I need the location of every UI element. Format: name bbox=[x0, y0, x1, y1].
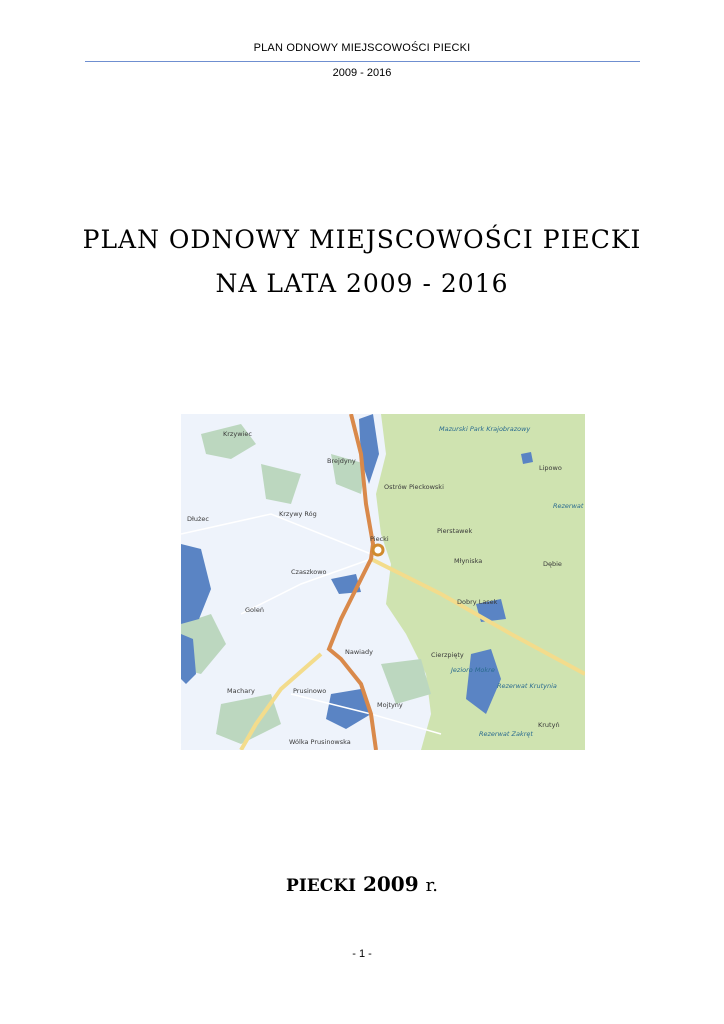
map-label-pierstawek: Pierstawek bbox=[437, 527, 473, 535]
map-label-dluzec: Dłużec bbox=[187, 515, 209, 523]
map-label-mlyniska: Młyniska bbox=[454, 557, 483, 565]
map-label-krutyn: Krutyń bbox=[538, 721, 560, 729]
map-label-golen: Goleń bbox=[245, 606, 264, 614]
document-title-line-2: NA LATA 2009 - 2016 bbox=[215, 269, 509, 298]
document-title-line-1: PLAN ODNOWY MIEJSCOWOŚCI PIECKI bbox=[82, 225, 642, 254]
piecki-location-marker bbox=[373, 545, 383, 555]
document-title bbox=[0, 218, 724, 306]
map-label-czaszkowo: Czaszkowo bbox=[291, 568, 327, 576]
map-label-krzywiec: Krzywiec bbox=[223, 430, 252, 438]
running-header-title: PLAN ODNOWY MIEJSCOWOŚCI PIECKI bbox=[253, 42, 471, 54]
place-and-year bbox=[0, 872, 724, 896]
year-suffix: r. bbox=[425, 875, 438, 896]
map-label-cierzpiety: Cierzpięty bbox=[431, 651, 464, 659]
header-divider bbox=[85, 61, 640, 62]
map-label-prusinowo: Prusinowo bbox=[293, 687, 327, 695]
map-label-piecki: Piecki bbox=[370, 535, 389, 543]
map-label-wolka: Wólka Prusinowska bbox=[289, 738, 351, 746]
map-label-rezerwat: Rezerwat bbox=[553, 502, 584, 510]
map-label-krzywy-rog: Krzywy Róg bbox=[279, 510, 317, 518]
map-label-jezioro-mokre: Jezioro Mokre bbox=[451, 666, 495, 674]
location-map bbox=[181, 414, 585, 750]
lake bbox=[521, 452, 533, 464]
map-label-rezerwat-zakret: Rezerwat Zakręt bbox=[479, 730, 533, 738]
running-header-years: 2009 - 2016 bbox=[332, 67, 392, 79]
map-label-mojtyny: Mojtyny bbox=[377, 701, 403, 709]
map-label-machary: Machary bbox=[227, 687, 255, 695]
map-label-park: Mazurski Park Krajobrazowy bbox=[439, 425, 531, 433]
map-label-rezerwat-krutynia: Rezerwat Krutynia bbox=[497, 682, 557, 690]
year: 2009 bbox=[362, 872, 419, 896]
place-name: PIECKI bbox=[286, 876, 356, 896]
map-label-nawiady: Nawiady bbox=[345, 648, 373, 656]
map-label-dobry-lasek: Dobry Lasek bbox=[457, 598, 498, 606]
map-label-brejdyny: Brejdyny bbox=[327, 457, 356, 465]
map-label-lipowo: Lipowo bbox=[539, 464, 562, 472]
page-number: - 1 - bbox=[352, 948, 372, 960]
map-label-debie: Dębie bbox=[543, 560, 562, 568]
map-canvas bbox=[181, 414, 585, 750]
map-label-ostrow: Ostrów Pieckowski bbox=[384, 483, 444, 491]
